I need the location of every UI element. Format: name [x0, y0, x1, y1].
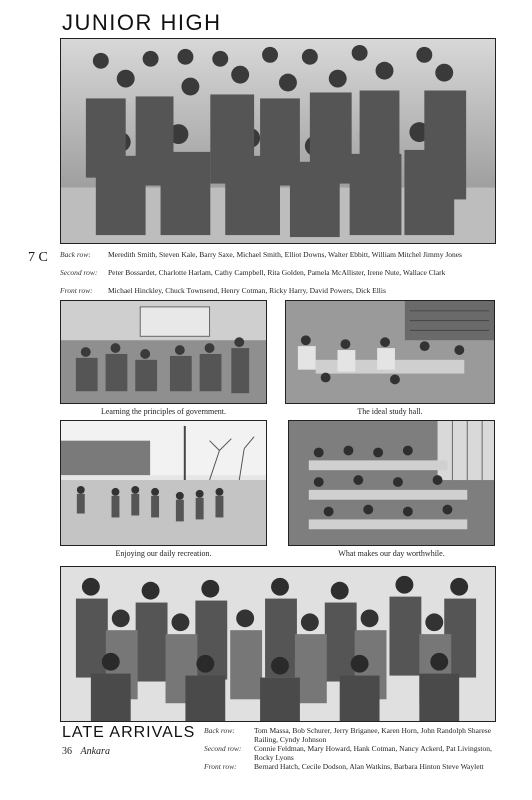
class-photo-graphic — [61, 39, 495, 243]
book-name: Ankara — [80, 746, 110, 757]
caption: Learning the principles of government. — [100, 407, 227, 416]
page-folio — [62, 746, 110, 757]
activity-photo-study-hall — [285, 300, 495, 404]
row-names: Peter Bossardet, Charlotte Harlam, Cathy Campbell, Rita Golden, Pamela McAllister, Irene Nute, Wallace Clark — [108, 268, 446, 277]
row-label: Second row: — [204, 744, 242, 753]
class-code: 7 C — [28, 250, 48, 265]
row-names: Connie Feldman, Mary Howard, Hank Cotman, Nancy Ackerd, Pat Livingston, Rocky Lyons — [254, 744, 492, 762]
caption: What makes our day worthwhile. — [338, 549, 445, 558]
caption: The ideal study hall. — [357, 407, 423, 416]
class-photo-7c — [60, 38, 496, 244]
late-arrivals-photo-graphic — [61, 567, 495, 721]
row-label: Back row: — [60, 250, 91, 259]
activity-photo-graphic — [61, 421, 266, 545]
row-label: Second row: — [60, 268, 98, 277]
page-number: 36 — [62, 746, 72, 757]
row-label: Front row: — [204, 762, 237, 771]
activity-photo-cafeteria — [288, 420, 495, 546]
row-label: Back row: — [204, 726, 235, 735]
caption: Enjoying our daily recreation. — [115, 549, 212, 558]
late-arrivals-photo — [60, 566, 496, 722]
row-names: Meredith Smith, Steven Kale, Barry Saxe, Michael Smith, Elliot Downs, Walter Ebbitt, William Mitchel Jimmy Jones — [108, 250, 462, 259]
row-names: Tom Massa, Bob Schurer, Jerry Briganee, Karen Horn, John Randolph Sharese Railing, Cyndy Johnson — [254, 726, 492, 744]
activity-photo-graphic — [286, 301, 494, 403]
late-arrivals-title: LATE ARRIVALS — [62, 724, 196, 741]
activity-photo-recreation — [60, 420, 267, 546]
activity-photo-graphic — [61, 301, 266, 403]
activity-photo-government — [60, 300, 267, 404]
row-names: Bernard Hatch, Cecile Dodson, Alan Watkins, Barbara Hinton Steve Waylett — [254, 762, 484, 771]
page-title: JUNIOR HIGH — [62, 10, 222, 35]
row-names: Michael Hinckley, Chuck Townsend, Henry Cotman, Ricky Harry, David Powers, Dick Ellis — [108, 286, 386, 295]
activity-photo-graphic — [289, 421, 494, 545]
row-label: Front row: — [60, 286, 93, 295]
